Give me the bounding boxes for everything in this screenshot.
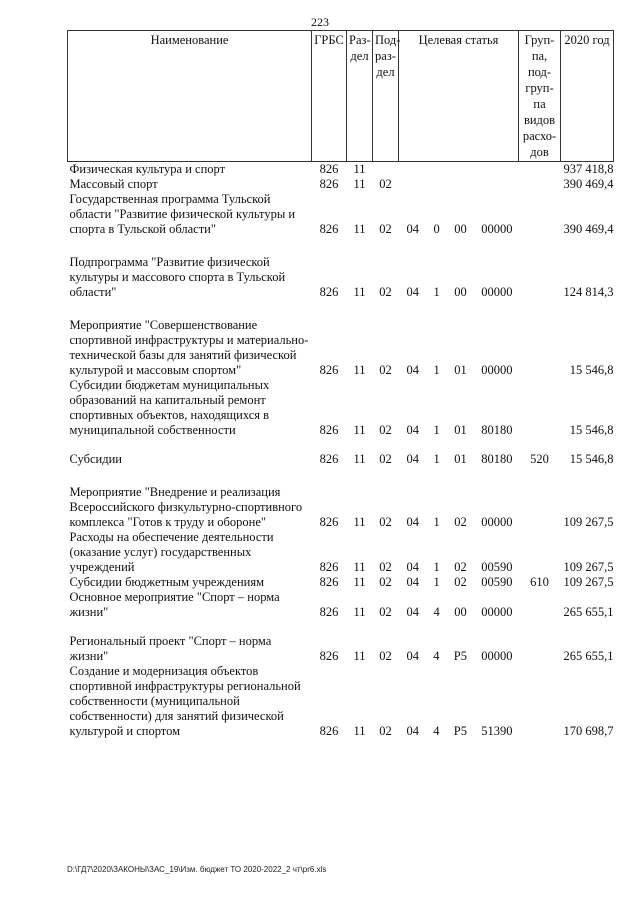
row-grbs: 826 — [319, 575, 339, 589]
row-sum: 124 814,3 — [563, 285, 614, 299]
cel-part: 1 — [433, 452, 440, 466]
row-group — [519, 192, 561, 237]
row-name: Расходы на обеспечение деятельности (оказание услуг) государственных учреждений — [69, 530, 274, 574]
row-razdel: 11 — [353, 452, 366, 466]
row-podrazdel: 02 — [379, 724, 392, 738]
row-razdel: 11 — [353, 605, 366, 619]
row-spacer — [68, 620, 614, 634]
cel-part: 4 — [433, 649, 440, 663]
row-grbs: 826 — [319, 285, 339, 299]
row-cel — [399, 485, 519, 530]
cel-part: 04 — [406, 605, 419, 619]
row-group — [519, 177, 561, 192]
row-podrazdel: 02 — [379, 363, 392, 377]
cel-part: 0 — [433, 222, 440, 236]
row-grbs: 826 — [319, 423, 339, 437]
table-row — [68, 575, 614, 590]
row-group — [519, 530, 561, 575]
row-name: Субсидии — [69, 452, 122, 466]
header-sum: 2020 год — [561, 31, 614, 162]
row-cel — [399, 575, 519, 590]
row-spacer — [68, 237, 614, 255]
spacer-cell — [68, 467, 614, 485]
row-name: Подпрограмма "Развитие физической культуры и массового спорта в Тульской области" — [69, 255, 286, 299]
spacer-cell — [68, 620, 614, 634]
row-podrazdel: 02 — [379, 605, 392, 619]
row-name: Региональный проект "Спорт – норма жизни" — [69, 634, 272, 663]
row-spacer — [68, 467, 614, 485]
row-name: Мероприятие "Внедрение и реализация Всероссийского физкультурно-спортивного комплекса "Готов к труду и обороне" — [69, 485, 303, 529]
table-row — [68, 485, 614, 530]
row-name: Субсидии бюджетным учреждениям — [69, 575, 265, 589]
row-sum: 390 469,4 — [563, 177, 614, 191]
cel-part: 00590 — [481, 575, 513, 589]
page-number: 223 — [311, 15, 329, 29]
spacer-cell — [68, 438, 614, 452]
row-cel — [399, 634, 519, 664]
header-name: Наименование — [68, 31, 312, 162]
row-cel — [399, 452, 519, 467]
table-header — [68, 31, 614, 162]
table-row — [68, 177, 614, 192]
cel-part: 80180 — [481, 423, 513, 437]
table-row — [68, 664, 614, 739]
cel-part: 02 — [454, 560, 467, 574]
row-sum: 265 655,1 — [563, 605, 614, 619]
row-podrazdel: 02 — [379, 423, 392, 437]
table-row — [68, 318, 614, 378]
cel-part: 1 — [433, 423, 440, 437]
cel-part: 00 — [454, 605, 467, 619]
row-name: Субсидии бюджетам муниципальных образований на капитальный ремонт спортивных объектов, находящихся в муниципальной собственности — [69, 378, 270, 437]
row-podrazdel — [373, 162, 399, 178]
row-podrazdel: 02 — [379, 452, 392, 466]
cel-part: 02 — [454, 575, 467, 589]
row-grbs: 826 — [319, 363, 339, 377]
cel-part: 00 — [454, 222, 467, 236]
row-cel — [399, 378, 519, 438]
row-group — [519, 378, 561, 438]
table-row — [68, 452, 614, 467]
cel-part: 04 — [406, 724, 419, 738]
row-name: Физическая культура и спорт — [69, 162, 226, 176]
cel-part: 1 — [433, 575, 440, 589]
row-name: Основное мероприятие "Спорт – норма жизни" — [69, 590, 280, 619]
row-cel — [399, 192, 519, 237]
cel-part: 00000 — [481, 222, 513, 236]
table-row — [68, 162, 614, 178]
row-podrazdel: 02 — [379, 285, 392, 299]
row-razdel: 11 — [353, 575, 366, 589]
row-podrazdel: 02 — [379, 222, 392, 236]
cel-part: 00000 — [481, 363, 513, 377]
row-group — [519, 255, 561, 300]
header-cel: Целевая статья — [399, 31, 519, 162]
row-grbs: 826 — [319, 162, 339, 176]
row-grbs: 826 — [319, 515, 339, 529]
cel-part: P5 — [453, 649, 467, 663]
row-razdel: 11 — [353, 363, 366, 377]
row-sum: 937 418,8 — [563, 162, 614, 176]
table-body — [68, 162, 614, 740]
header-podrazdel: Под- раз- дел — [373, 31, 399, 162]
cel-part: 00000 — [481, 605, 513, 619]
cel-part: 00000 — [481, 649, 513, 663]
cel-part: 04 — [406, 649, 419, 663]
cel-part: 80180 — [481, 452, 513, 466]
row-grbs: 826 — [319, 649, 339, 663]
row-cel — [399, 664, 519, 739]
row-grbs: 826 — [319, 177, 339, 191]
row-sum: 170 698,7 — [563, 724, 614, 738]
row-grbs: 826 — [319, 724, 339, 738]
row-name: Массовый спорт — [69, 177, 158, 191]
row-sum: 109 267,5 — [563, 515, 614, 529]
row-sum: 15 546,8 — [569, 423, 614, 437]
cel-part: 04 — [406, 423, 419, 437]
cel-part: 1 — [433, 285, 440, 299]
row-group — [519, 162, 561, 178]
row-razdel: 11 — [353, 649, 366, 663]
cel-part: 00000 — [481, 515, 513, 529]
row-grbs: 826 — [319, 605, 339, 619]
row-name: Мероприятие "Совершенствование спортивной инфраструктуры и материально-технической базы для занятий физической культурой и массовым спортом" — [69, 318, 309, 377]
cel-part: 04 — [406, 363, 419, 377]
cel-part: 04 — [406, 285, 419, 299]
row-razdel: 11 — [353, 515, 366, 529]
row-group: 520 — [530, 452, 549, 466]
row-podrazdel: 02 — [379, 515, 392, 529]
row-razdel: 11 — [353, 222, 366, 236]
file-path-footer: D:\ГД7\2020\ЗАКОНЫ\ЗАС_19\Изм. бюджет ТО 2020-2022_2 чт\pr6.xls — [67, 865, 327, 874]
budget-table — [67, 30, 614, 739]
row-cel — [399, 530, 519, 575]
table-row — [68, 590, 614, 620]
row-group — [519, 485, 561, 530]
table-row — [68, 255, 614, 300]
row-group — [519, 318, 561, 378]
row-podrazdel: 02 — [379, 177, 392, 191]
cel-part: 4 — [433, 605, 440, 619]
row-group — [519, 664, 561, 739]
row-razdel: 11 — [353, 423, 366, 437]
row-sum: 109 267,5 — [563, 560, 614, 574]
cel-part: 4 — [433, 724, 440, 738]
row-name: Создание и модернизация объектов спортивной инфраструктуры региональной собственности (муниципальной собственности) для занятий физической культурой и спортом — [69, 664, 301, 738]
cel-part: 04 — [406, 222, 419, 236]
cel-part: 00000 — [481, 285, 513, 299]
row-grbs: 826 — [319, 560, 339, 574]
cel-part: 00 — [454, 285, 467, 299]
row-sum: 15 546,8 — [569, 452, 614, 466]
cel-part: 01 — [454, 363, 467, 377]
cel-part: 04 — [406, 575, 419, 589]
row-cel — [399, 162, 519, 178]
cel-part: 01 — [454, 452, 467, 466]
cel-part: 01 — [454, 423, 467, 437]
cel-part: P5 — [453, 724, 467, 738]
row-podrazdel: 02 — [379, 649, 392, 663]
spacer-cell — [68, 237, 614, 255]
row-cel — [399, 318, 519, 378]
table-row — [68, 530, 614, 575]
table-row — [68, 378, 614, 438]
row-group — [519, 634, 561, 664]
row-sum: 109 267,5 — [563, 575, 614, 589]
row-razdel: 11 — [353, 724, 366, 738]
row-name: Государственная программа Тульской области "Развитие физической культуры и спорта в Тульской области" — [69, 192, 296, 236]
row-podrazdel: 02 — [379, 575, 392, 589]
cel-part: 02 — [454, 515, 467, 529]
row-grbs: 826 — [319, 452, 339, 466]
cel-part: 04 — [406, 515, 419, 529]
cel-part: 00590 — [481, 560, 513, 574]
spacer-cell — [68, 300, 614, 318]
row-sum: 390 469,4 — [563, 222, 614, 236]
row-spacer — [68, 438, 614, 452]
row-razdel: 11 — [353, 285, 366, 299]
row-razdel: 11 — [353, 560, 366, 574]
row-podrazdel: 02 — [379, 560, 392, 574]
header-grbs: ГРБС — [312, 31, 347, 162]
row-spacer — [68, 300, 614, 318]
row-sum: 15 546,8 — [569, 363, 614, 377]
row-grbs: 826 — [319, 222, 339, 236]
cel-part: 51390 — [481, 724, 513, 738]
row-group — [519, 590, 561, 620]
header-group: Груп- па, под- груп- па видов расхо- дов — [519, 31, 561, 162]
table-row — [68, 634, 614, 664]
row-cel — [399, 590, 519, 620]
row-razdel: 11 — [353, 177, 366, 191]
cel-part: 04 — [406, 452, 419, 466]
row-cel — [399, 177, 519, 192]
row-sum: 265 655,1 — [563, 649, 614, 663]
row-cel — [399, 255, 519, 300]
row-razdel: 11 — [353, 162, 366, 176]
cel-part: 1 — [433, 363, 440, 377]
cel-part: 1 — [433, 515, 440, 529]
cel-part: 04 — [406, 560, 419, 574]
cel-part: 1 — [433, 560, 440, 574]
header-razdel: Раз- дел — [347, 31, 373, 162]
table-row — [68, 192, 614, 237]
row-group: 610 — [530, 575, 549, 589]
